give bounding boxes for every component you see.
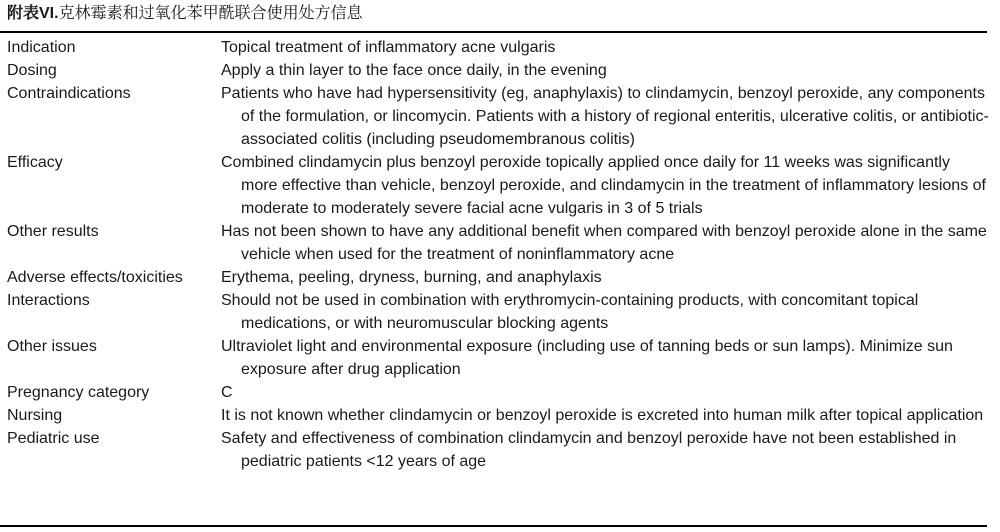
row-value: Ultraviolet light and environmental exposure (including use of tanning beds or sun lamps). Minimize sun exposure after drug application [221, 338, 953, 378]
table-row-contraindications [0, 82, 990, 151]
table-row-other-issues [0, 335, 990, 381]
row-label: Interactions [7, 292, 90, 309]
row-value: Has not been shown to have any additional benefit when compared with benzoyl peroxide alone in the same vehicle when used for the treatment of noninflammatory acne [221, 223, 987, 263]
row-value: Patients who have had hypersensitivity (eg, anaphylaxis) to clindamycin, benzoyl peroxide, any components of the formulation, or lincomycin. Patients with a history of regional enteritis, ulcerative colitis, or antibiotic-associated colitis (including pseudomembranous colitis) [221, 85, 989, 148]
bottom-rule [0, 525, 987, 527]
row-label: Pediatric use [7, 430, 100, 447]
row-value: Safety and effectiveness of combination clindamycin and benzoyl peroxide have not been established in pediatric patients <12 years of age [221, 430, 957, 470]
table-body [0, 36, 990, 473]
table-row-interactions [0, 289, 990, 335]
row-value: Should not be used in combination with erythromycin-containing products, with concomitant topical medications, or with neuromuscular blocking agents [221, 292, 919, 332]
row-label: Pregnancy category [7, 384, 150, 401]
row-label: Dosing [7, 62, 57, 79]
table-row-nursing [0, 404, 990, 427]
table-row-adverse-effects [0, 266, 990, 289]
row-label: Contraindications [7, 85, 131, 102]
table-title-text: 克林霉素和过氧化苯甲酰联合使用处方信息 [58, 5, 363, 22]
row-label: Indication [7, 39, 76, 56]
row-label: Other results [7, 223, 99, 240]
row-label: Efficacy [7, 154, 63, 171]
table-row-pediatric-use [0, 427, 990, 473]
table-row-other-results [0, 220, 990, 266]
table-row-pregnancy-category [0, 381, 990, 404]
row-label: Adverse effects/toxicities [7, 269, 183, 286]
table-title [7, 3, 363, 25]
row-label: Nursing [7, 407, 63, 424]
row-value: Erythema, peeling, dryness, burning, and anaphylaxis [221, 269, 602, 286]
table-row-efficacy [0, 151, 990, 220]
row-value: Combined clindamycin plus benzoyl peroxide topically applied once daily for 11 weeks was significantly more effective than vehicle, benzoyl peroxide, and clindamycin in the treatment of inflammatory lesions of moderate to moderately severe facial acne vulgaris in 3 of 5 trials [221, 154, 986, 217]
table-row-dosing [0, 59, 990, 82]
table-row-indication [0, 36, 990, 59]
row-value: Topical treatment of inflammatory acne vulgaris [221, 39, 556, 56]
row-value: Apply a thin layer to the face once daily, in the evening [221, 62, 607, 79]
top-rule [0, 31, 987, 33]
row-value: It is not known whether clindamycin or benzoyl peroxide is excreted into human milk after topical application [221, 407, 984, 424]
row-value: C [221, 384, 233, 401]
table-title-prefix: 附表VI. [7, 5, 59, 22]
row-label: Other issues [7, 338, 97, 355]
